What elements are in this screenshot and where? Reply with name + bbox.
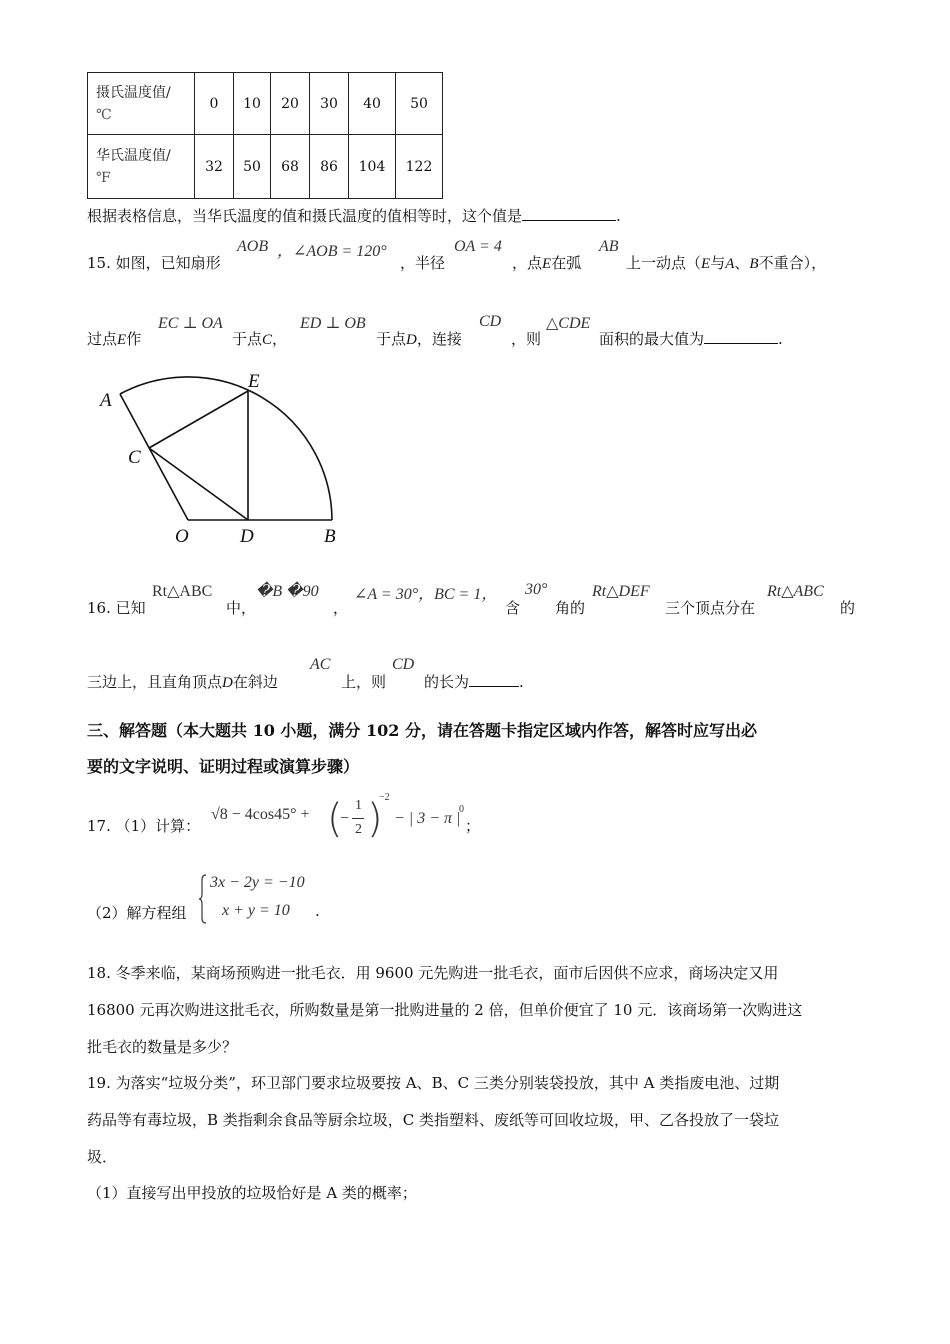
math-cd: CD xyxy=(479,313,502,330)
text: 在弧 xyxy=(551,254,582,272)
sector-figure xyxy=(90,360,360,555)
question-number: 16. xyxy=(87,599,111,617)
label-d: D xyxy=(240,526,254,547)
table-cell: 86 xyxy=(310,135,349,199)
section-heading-cont: 要的文字说明、证明过程或演算步骤） xyxy=(87,757,360,776)
var: B xyxy=(749,256,759,272)
row-unit: ℉ xyxy=(96,169,111,186)
period: . xyxy=(315,902,320,920)
var: E xyxy=(117,332,127,348)
text: 于点 xyxy=(232,330,263,348)
answer-blank xyxy=(522,206,616,221)
right-paren: ) xyxy=(367,796,383,842)
q15-line1-end xyxy=(626,252,826,273)
exponent: −2 xyxy=(379,792,390,803)
question-number: 17. xyxy=(87,817,111,835)
math-angle-b: �B �90 xyxy=(256,583,319,600)
text: ，则 xyxy=(511,330,542,348)
var: E xyxy=(701,256,711,272)
label-a: A xyxy=(100,390,112,411)
table-cell: 122 xyxy=(396,135,443,199)
text: 的长为 xyxy=(424,673,470,691)
row-label: 华氏温度值/ xyxy=(96,147,171,164)
math-ec-perp-oa: EC ⊥ OA xyxy=(158,315,223,332)
q15-line1 xyxy=(87,252,221,273)
table-cell: 32 xyxy=(195,135,234,199)
var: D xyxy=(406,332,417,348)
text: 在斜边 xyxy=(232,673,278,691)
text: 面积的最大值为 xyxy=(599,330,705,348)
math-rt-abc xyxy=(152,581,212,601)
text: 上一动点（ xyxy=(626,254,702,272)
q15-line2-mid2 xyxy=(376,328,462,349)
temperature-table xyxy=(87,72,443,199)
equation-1: 3x − 2y = −10 xyxy=(210,874,305,891)
minus-sign: − xyxy=(340,810,350,827)
fraction-bar xyxy=(352,818,364,819)
math-sqrt-part: √8 − 4cos45° + xyxy=(211,806,310,823)
exponent-zero: 0 xyxy=(459,804,464,815)
table-cell: 104 xyxy=(349,135,396,199)
table-row xyxy=(88,73,443,135)
text: 含 xyxy=(505,599,521,617)
text: 三边上，且直角顶点 xyxy=(87,673,223,691)
text: 角的 xyxy=(555,599,586,617)
math-rt-def: Rt△DEF xyxy=(592,583,650,600)
math-30deg: 30° xyxy=(525,581,548,598)
segment-cd xyxy=(149,448,248,520)
math-rt-abc-2: Rt△ABC xyxy=(767,583,824,600)
math-given: ∠A = 30°，BC = 1， xyxy=(354,586,498,603)
q19-line3: 圾． xyxy=(87,1148,118,1166)
text: ， xyxy=(333,599,349,617)
q15-line2-mid xyxy=(232,328,287,349)
math-angle: ，∠AOB = 120° xyxy=(277,243,387,260)
fraction-denominator: 2 xyxy=(355,822,362,837)
segment-ec xyxy=(149,391,248,448)
q15-line1-tail xyxy=(512,252,581,273)
q19-line4: （1）直接写出甲投放的垃圾恰好是 A 类的概率； xyxy=(87,1184,417,1202)
q19-line2: 药品等有毒垃圾，B 类指剩余食品等厨余垃圾，C 类指塑料、废纸等可回收垃圾，甲、乙各投放了一袋垃 xyxy=(87,1111,780,1129)
q17-p2: （2）解方程组 xyxy=(87,904,187,922)
q15-line2-start xyxy=(87,328,141,349)
q14-text: 根据表格信息，当华氏温度的值和摄氏温度的值相等时，这个值是 xyxy=(87,207,523,225)
text: ，点 xyxy=(512,254,543,272)
answer-blank xyxy=(469,672,519,687)
q17-p1 xyxy=(87,815,200,836)
text: 作 xyxy=(126,330,142,348)
label-o: O xyxy=(175,526,189,547)
q15-line2-end xyxy=(599,328,783,349)
math-ac: AC xyxy=(310,656,331,673)
fraction-numerator: 1 xyxy=(355,798,362,813)
table-row-header xyxy=(88,73,195,135)
arc-ab xyxy=(120,377,332,520)
table-cell: 50 xyxy=(396,73,443,135)
text: 已知 xyxy=(115,599,146,617)
text: 、 xyxy=(734,254,750,272)
text: 于点 xyxy=(376,330,407,348)
text: 如图，已知扇形 xyxy=(115,254,221,272)
text: 三个顶点分在 xyxy=(665,599,756,617)
q18-line2: 16800 元再次购进这批毛衣，所购数量是第一批购进量的 2 倍，但单价便宜了 10 元．该商场第一次购进这 xyxy=(87,1001,803,1019)
text: 不重合）， xyxy=(758,254,827,272)
math-expression xyxy=(207,792,477,850)
math-aob: AOB xyxy=(237,238,269,255)
var: E xyxy=(542,256,552,272)
q18-line3: 批毛衣的数量是多少？ xyxy=(87,1038,238,1056)
table-cell: 40 xyxy=(349,73,396,135)
table-cell: 0 xyxy=(195,73,234,135)
math-ed-perp-ob: ED ⊥ OB xyxy=(300,315,366,332)
text: ，连接 xyxy=(416,330,462,348)
row-label: 摄氏温度值/ xyxy=(96,84,171,101)
table-cell: 30 xyxy=(310,73,349,135)
var: C xyxy=(262,332,273,348)
table-cell: 50 xyxy=(234,135,271,199)
q14-tail xyxy=(87,205,621,226)
label-c: C xyxy=(128,447,141,468)
math-text: Rt△ABC xyxy=(152,583,213,600)
text: 与 xyxy=(710,254,726,272)
table-cell: 68 xyxy=(271,135,310,199)
math-triangle-cde: △CDE xyxy=(546,315,591,332)
answer-blank xyxy=(704,329,778,344)
text: ，半径 xyxy=(400,254,446,272)
var: A xyxy=(725,256,735,272)
math-cd: CD xyxy=(392,656,415,673)
text: ， xyxy=(272,330,288,348)
period: . xyxy=(616,207,621,225)
text: 过点 xyxy=(87,330,118,348)
table-row xyxy=(88,135,443,199)
text: 上，则 xyxy=(341,673,387,691)
semicolon: ； xyxy=(465,817,481,835)
table-row-header xyxy=(88,135,195,199)
period: . xyxy=(519,673,524,691)
question-number: 15. xyxy=(87,254,111,272)
brace-icon xyxy=(198,874,208,924)
table-cell: 20 xyxy=(271,73,310,135)
label-e: E xyxy=(248,371,260,392)
math-arc-ab: AB xyxy=(599,238,619,255)
period: . xyxy=(778,330,783,348)
math-oa: OA = 4 xyxy=(454,238,502,255)
text: （1）计算： xyxy=(115,817,201,835)
q16-line2-start xyxy=(87,671,278,692)
text: 的 xyxy=(840,599,856,617)
text: 中， xyxy=(226,599,257,617)
q16-start xyxy=(87,597,146,618)
table-cell: 10 xyxy=(234,73,271,135)
equation-2: x + y = 10 xyxy=(222,902,290,919)
q16-line2-end xyxy=(424,671,524,692)
left-paren: ( xyxy=(327,796,343,842)
section-heading: 三、解答题（本大题共 10 小题，满分 102 分，请在答题卡指定区域内作答，解答时应写出必 xyxy=(87,721,757,740)
q19-line1: 19. 为落实“垃圾分类”，环卫部门要求垃圾要按 A、B、C 三类分别装袋投放，其中 A 类指废电池、过期 xyxy=(87,1074,780,1092)
label-b: B xyxy=(324,526,336,547)
var: D xyxy=(222,675,233,691)
row-unit: ℃ xyxy=(96,106,112,123)
math-abs-part: − | 3 − π | xyxy=(394,810,461,827)
q18-line1: 18. 冬季来临，某商场预购进一批毛衣．用 9600 元先购进一批毛衣，面市后因供不应求，商场决定又用 xyxy=(87,964,779,982)
